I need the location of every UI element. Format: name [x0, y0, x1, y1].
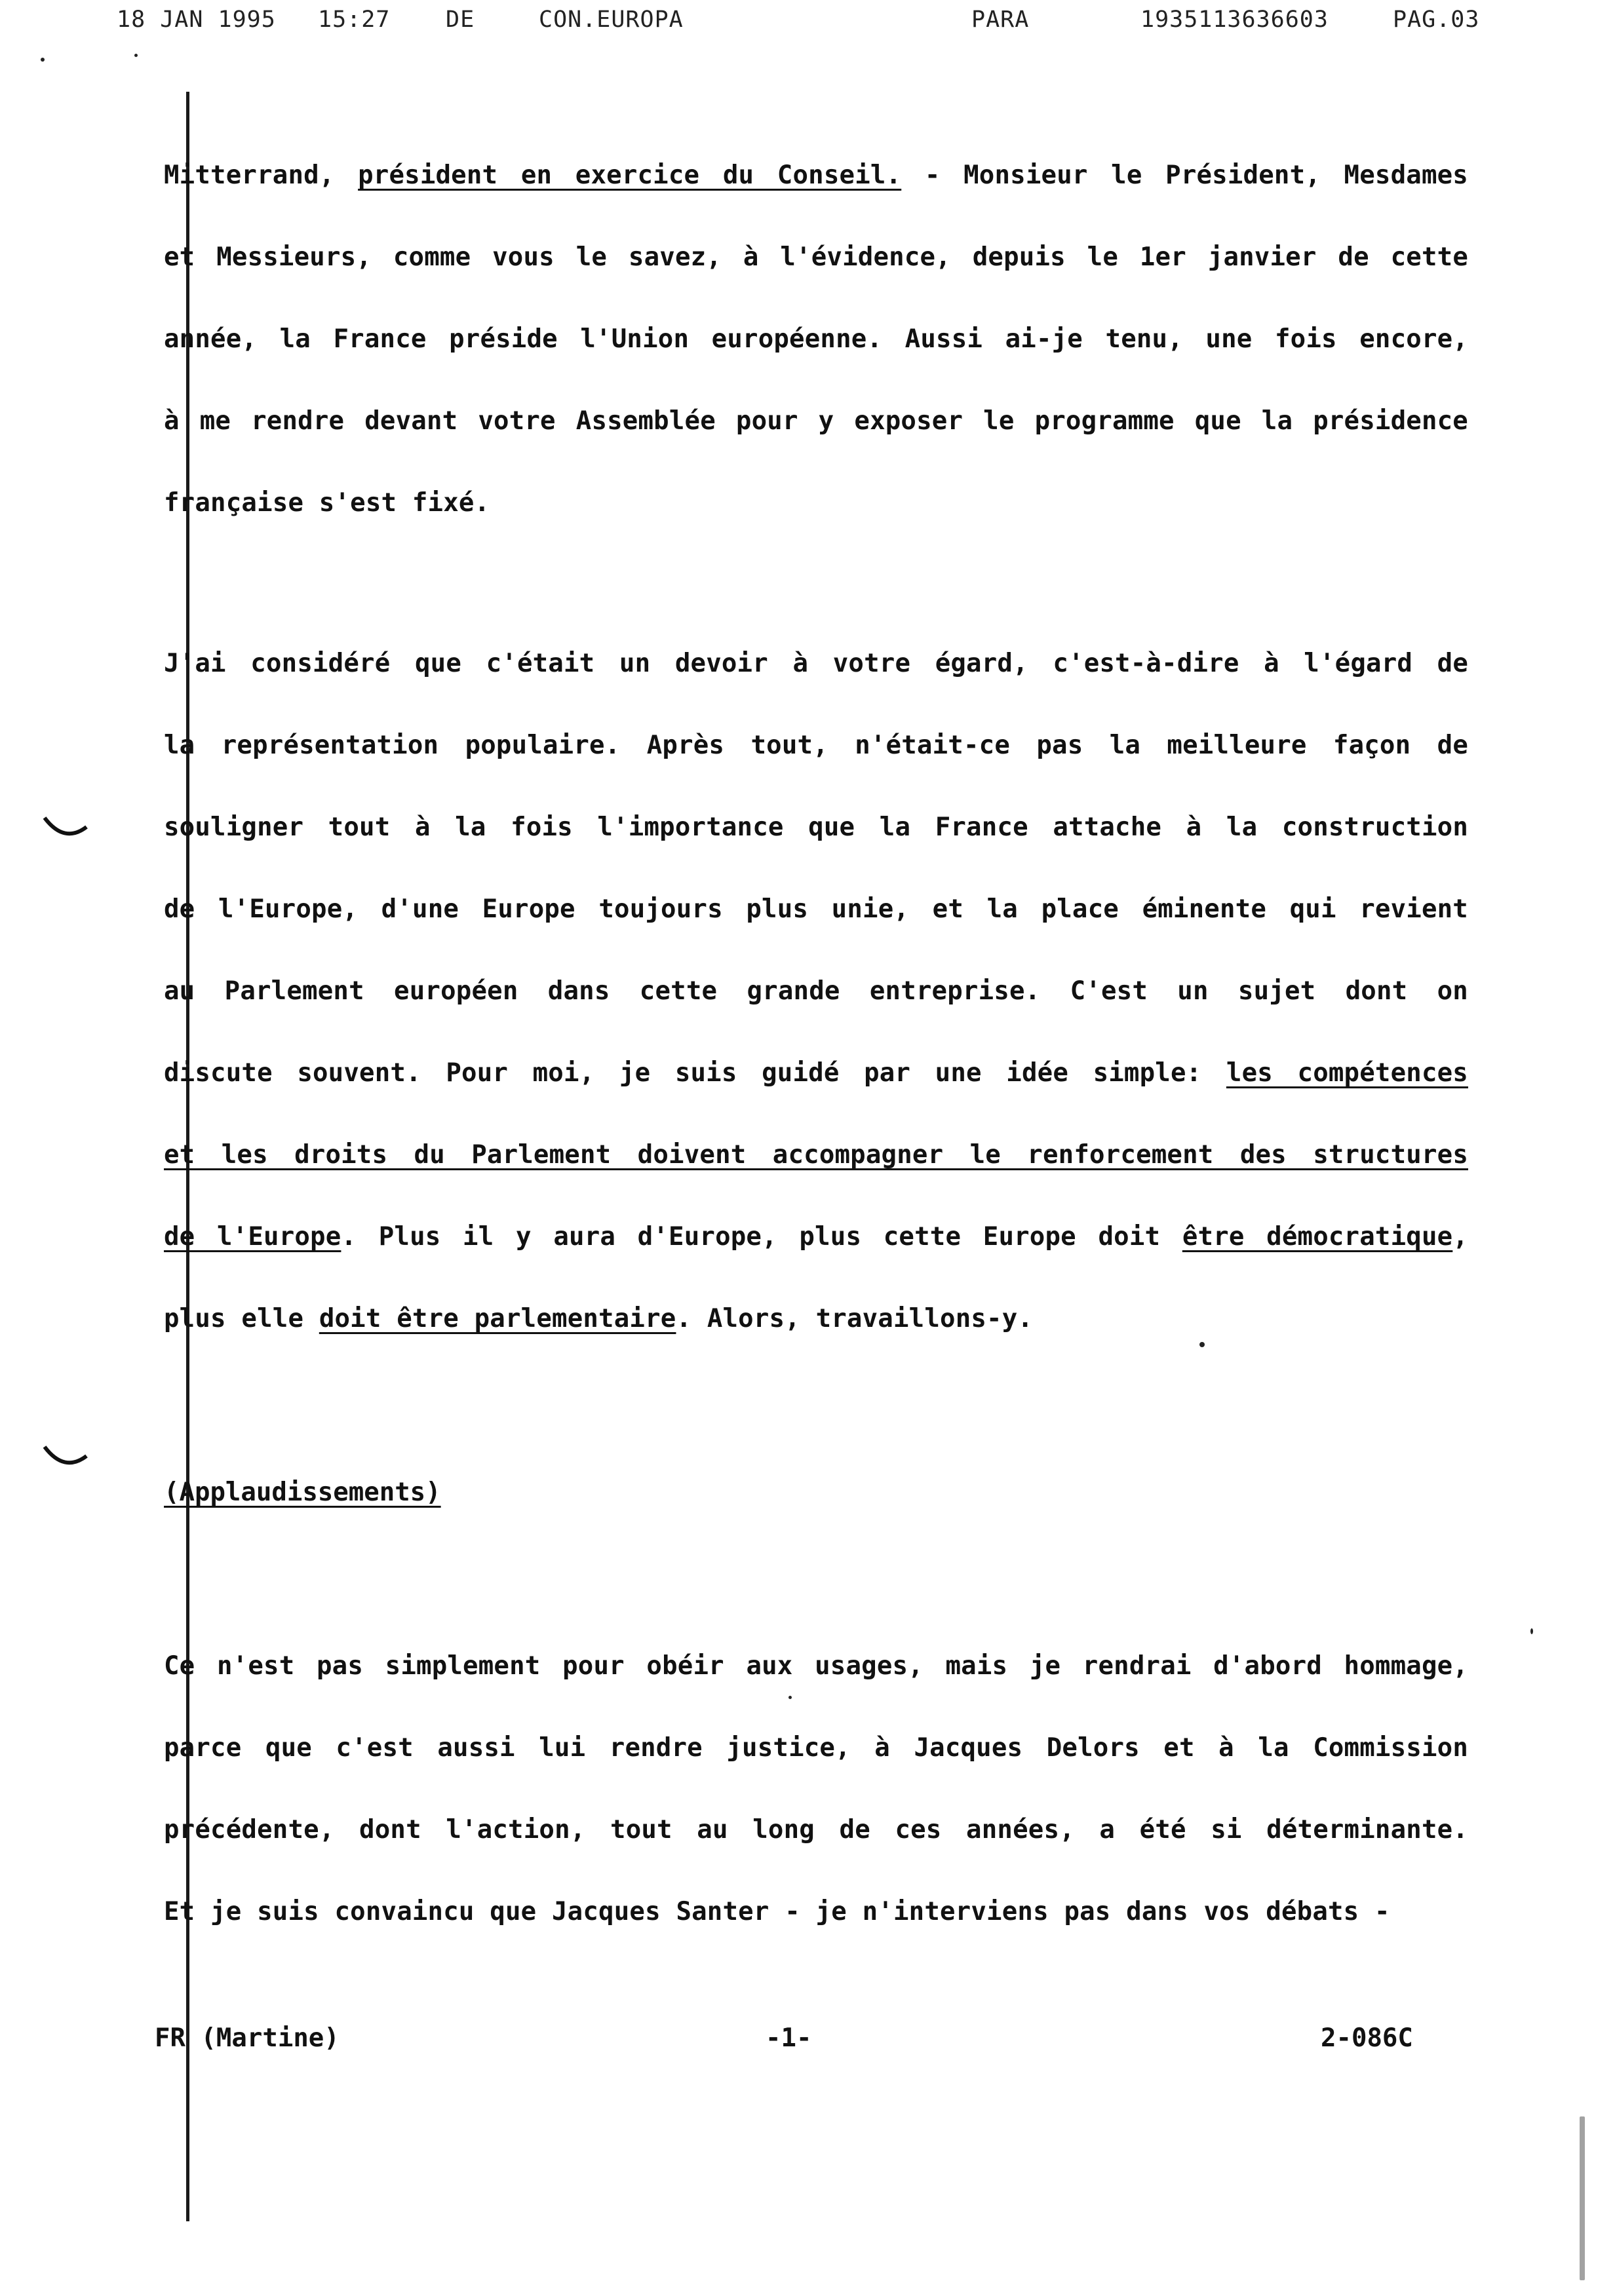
- text-line: [164, 1299, 1468, 1381]
- text-line: [164, 1136, 1468, 1217]
- applause-note: (Applaudissements): [164, 1478, 441, 1507]
- fax-number: 1935113636603: [1140, 7, 1329, 33]
- text-run: à me rendre devant votre Assemblée pour y exposer le programme que la présidence: [164, 406, 1468, 436]
- text-run: parce que c'est aussi lui rendre justice, à Jacques Delors et à la Commission: [164, 1733, 1468, 1763]
- text-line: [164, 972, 1468, 1054]
- fax-date: 18 JAN 1995: [117, 7, 276, 33]
- text-run: année, la France préside l'Union européenne. Aussi ai-je tenu, une fois encore,: [164, 324, 1468, 354]
- text-run: au Parlement européen dans cette grande entreprise. C'est un sujet dont on: [164, 976, 1468, 1006]
- text-run: et Messieurs, comme vous le savez, à l'évidence, depuis le 1er janvier de cette: [164, 242, 1468, 272]
- fax-page: PAG.03: [1393, 7, 1480, 33]
- footer-page-number: -1-: [766, 2023, 812, 2053]
- text-run: de l'Europe: [164, 1222, 341, 1252]
- footer-document-code: 2-086C: [1321, 2023, 1413, 2053]
- text-line: [164, 402, 1468, 484]
- paragraph-gap: [164, 1381, 1468, 1473]
- text-line: [164, 1054, 1468, 1136]
- text-line: [164, 156, 1468, 238]
- text-run: doit être parlementaire: [319, 1304, 676, 1333]
- paragraph-gap: [164, 565, 1468, 644]
- text-run: ,: [1452, 1222, 1468, 1252]
- text-run: les compétences: [1226, 1058, 1468, 1088]
- text-line: [164, 808, 1468, 890]
- text-run: de l'Europe, d'une Europe toujours plus unie, et la place éminente qui revient: [164, 894, 1468, 924]
- text-run: et les droits du Parlement doivent accompagner le renforcement des structures: [164, 1140, 1468, 1170]
- text-run: . Alors, travaillons-y.: [676, 1304, 1034, 1333]
- text-line: [164, 1217, 1468, 1299]
- fax-header: [0, 7, 1615, 46]
- text-run: président en exercice du Conseil.: [358, 161, 902, 190]
- text-run: la représentation populaire. Après tout, n'était-ce pas la meilleure façon de: [164, 731, 1468, 760]
- text-line: [164, 1892, 1468, 1974]
- text-run: plus elle: [164, 1304, 319, 1333]
- paragraph-3: [164, 1647, 1468, 1974]
- text-line: [164, 644, 1468, 726]
- scan-speck: [1199, 1342, 1205, 1347]
- scan-speck: [1530, 1628, 1533, 1634]
- fax-time: 15:27: [318, 7, 391, 33]
- page-footer: [0, 2023, 1615, 2076]
- scan-edge-noise: [1580, 2116, 1585, 2280]
- punch-hole-mark-icon: [39, 1442, 92, 1474]
- text-run: - Monsieur le Président, Mesdames: [901, 161, 1468, 190]
- text-line: [164, 726, 1468, 808]
- footer-author: FR (Martine): [155, 2023, 340, 2053]
- scan-speck: [134, 54, 138, 57]
- text-line: [164, 484, 1468, 565]
- scan-speck: [788, 1696, 792, 1699]
- text-run: . Plus il y aura d'Europe, plus cette Europe doit: [341, 1222, 1182, 1252]
- scan-speck: [41, 58, 45, 62]
- text-line: [164, 1647, 1468, 1729]
- punch-hole-mark-icon: [39, 813, 92, 845]
- paragraph-1: [164, 156, 1468, 565]
- text-line: [164, 1810, 1468, 1892]
- text-run: discute souvent. Pour moi, je suis guidé par une idée simple:: [164, 1058, 1226, 1088]
- text-run: Ce n'est pas simplement pour obéir aux usages, mais je rendrai d'abord hommage,: [164, 1651, 1468, 1681]
- text-line: [164, 1729, 1468, 1810]
- paragraph-2: [164, 644, 1468, 1381]
- text-run: Et je suis convaincu que Jacques Santer - je n'interviens pas dans vos débats -: [164, 1897, 1390, 1926]
- text-run: française s'est fixé.: [164, 488, 490, 518]
- fax-para-label: PARA: [971, 7, 1030, 33]
- text-run: précédente, dont l'action, tout au long de ces années, a été si déterminante.: [164, 1815, 1468, 1845]
- text-run: Mitterrand,: [164, 161, 359, 190]
- text-line: [164, 320, 1468, 402]
- fax-de-label: DE: [446, 7, 475, 33]
- paragraph-gap: [164, 1555, 1468, 1647]
- fax-sender: CON.EUROPA: [539, 7, 684, 33]
- text-line: [164, 890, 1468, 972]
- text-run: souligner tout à la fois l'importance que la France attache à la construction: [164, 813, 1468, 842]
- text-run: J'ai considéré que c'était un devoir à votre égard, c'est-à-dire à l'égard de: [164, 649, 1468, 678]
- text-line: [164, 238, 1468, 320]
- text-run: être démocratique: [1182, 1222, 1453, 1252]
- document-body: [164, 156, 1468, 1974]
